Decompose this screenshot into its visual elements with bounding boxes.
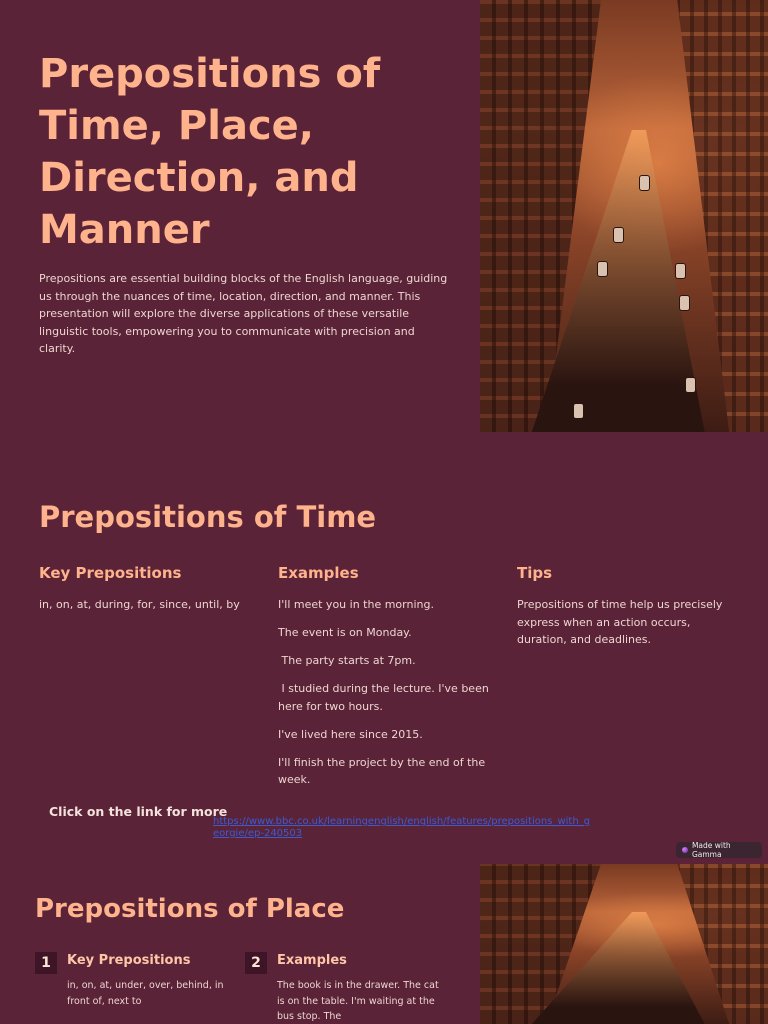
example-item: I'll meet you in the morning. xyxy=(278,598,434,611)
key-prepositions-column xyxy=(39,564,264,624)
hero-street-photo xyxy=(480,0,768,432)
section-title-place: Prepositions of Place xyxy=(35,894,345,924)
tips-text: Prepositions of time help us precisely express when an action occurs, duration, and deadlines. xyxy=(517,598,723,646)
step-text: The book is in the drawer. The cat is on the table. I'm waiting at the bus stop. The xyxy=(277,980,439,1022)
example-item: The party starts at 7pm. xyxy=(278,654,416,667)
example-item: I've lived here since 2015. xyxy=(278,727,423,741)
made-with-gamma-badge[interactable] xyxy=(676,842,762,858)
page-title: Prepositions of Time, Place, Direction, and Manner xyxy=(39,51,381,253)
key-prepositions-heading: Key Prepositions xyxy=(39,564,182,582)
gamma-logo-icon xyxy=(682,847,688,853)
tips-heading: Tips xyxy=(517,564,553,582)
photo-car xyxy=(614,228,623,242)
step-number: 1 xyxy=(35,952,57,974)
more-info-label: Click on the link for more xyxy=(49,804,228,819)
photo-car xyxy=(676,264,685,278)
step-heading: Key Prepositions xyxy=(67,953,191,968)
photo-car xyxy=(686,378,695,392)
tips-column xyxy=(517,564,732,659)
photo-car xyxy=(640,176,649,190)
badge-label: Made with Gamma xyxy=(691,841,731,859)
intro-paragraph: Prepositions are essential building blocks of the English language, guiding us through the nuances of time, location, direction, and manner. This presentation will explore the diverse applications of these versatile linguistic tools, empowering you to communicate with precision and clarity. xyxy=(39,272,448,356)
step-number: 2 xyxy=(245,952,267,974)
place-street-photo xyxy=(480,864,768,1024)
examples-heading: Examples xyxy=(278,564,359,582)
bbc-more-link[interactable]: https://www.bbc.co.uk/learningenglish/english/features/prepositions_with_georgie/ep-240503 xyxy=(213,816,591,839)
photo-car xyxy=(598,262,607,276)
example-item: The event is on Monday. xyxy=(278,626,412,639)
example-item: I studied during the lecture. I've been here for two hours. xyxy=(278,682,493,713)
examples-column xyxy=(278,564,498,799)
photo-car xyxy=(574,404,583,418)
step-heading: Examples xyxy=(277,953,347,968)
photo-car xyxy=(680,296,689,310)
example-item: I'll finish the project by the end of the week. xyxy=(278,755,486,786)
key-prepositions-text: in, on, at, during, for, since, until, by xyxy=(39,598,240,611)
section-title-time: Prepositions of Time xyxy=(39,500,377,534)
step-text: in, on, at, under, over, behind, in front of, next to xyxy=(67,980,224,1007)
